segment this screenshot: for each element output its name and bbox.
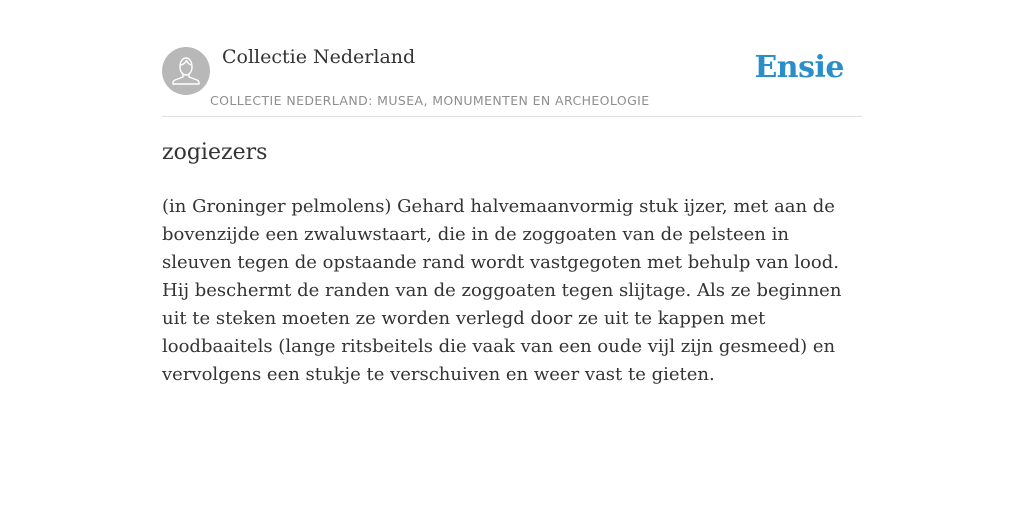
- author-name[interactable]: Collectie Nederland: [222, 46, 416, 68]
- author-avatar[interactable]: [162, 47, 210, 95]
- entry-header: [162, 0, 862, 117]
- entry-title: zogiezers: [162, 140, 268, 165]
- entry-definition: (in Groninger pelmolens) Gehard halvemaanvormig stuk ijzer, met aan de bovenzijde een zwaluwstaart, die in de zoggoaten van de pelsteen in sleuven tegen de opstaande rand wordt vastgegoten met behulp van lood. Hij beschermt de randen van de zoggoaten tegen slijtage. Als ze beginnen uit te steken moeten ze worden verlegd door ze uit te kappen met loodbaaitels (lange ritsbeitels die vaak van een oude vijl zijn gesmeed) en vervolgens een stukje te verschuiven en weer vast te gieten.: [162, 196, 842, 385]
- author-subtitle: COLLECTIE NEDERLAND: MUSEA, MONUMENTEN EN ARCHEOLOGIE: [210, 93, 650, 108]
- ensie-logo[interactable]: Ensie: [754, 50, 844, 85]
- user-silhouette-icon: [162, 47, 210, 95]
